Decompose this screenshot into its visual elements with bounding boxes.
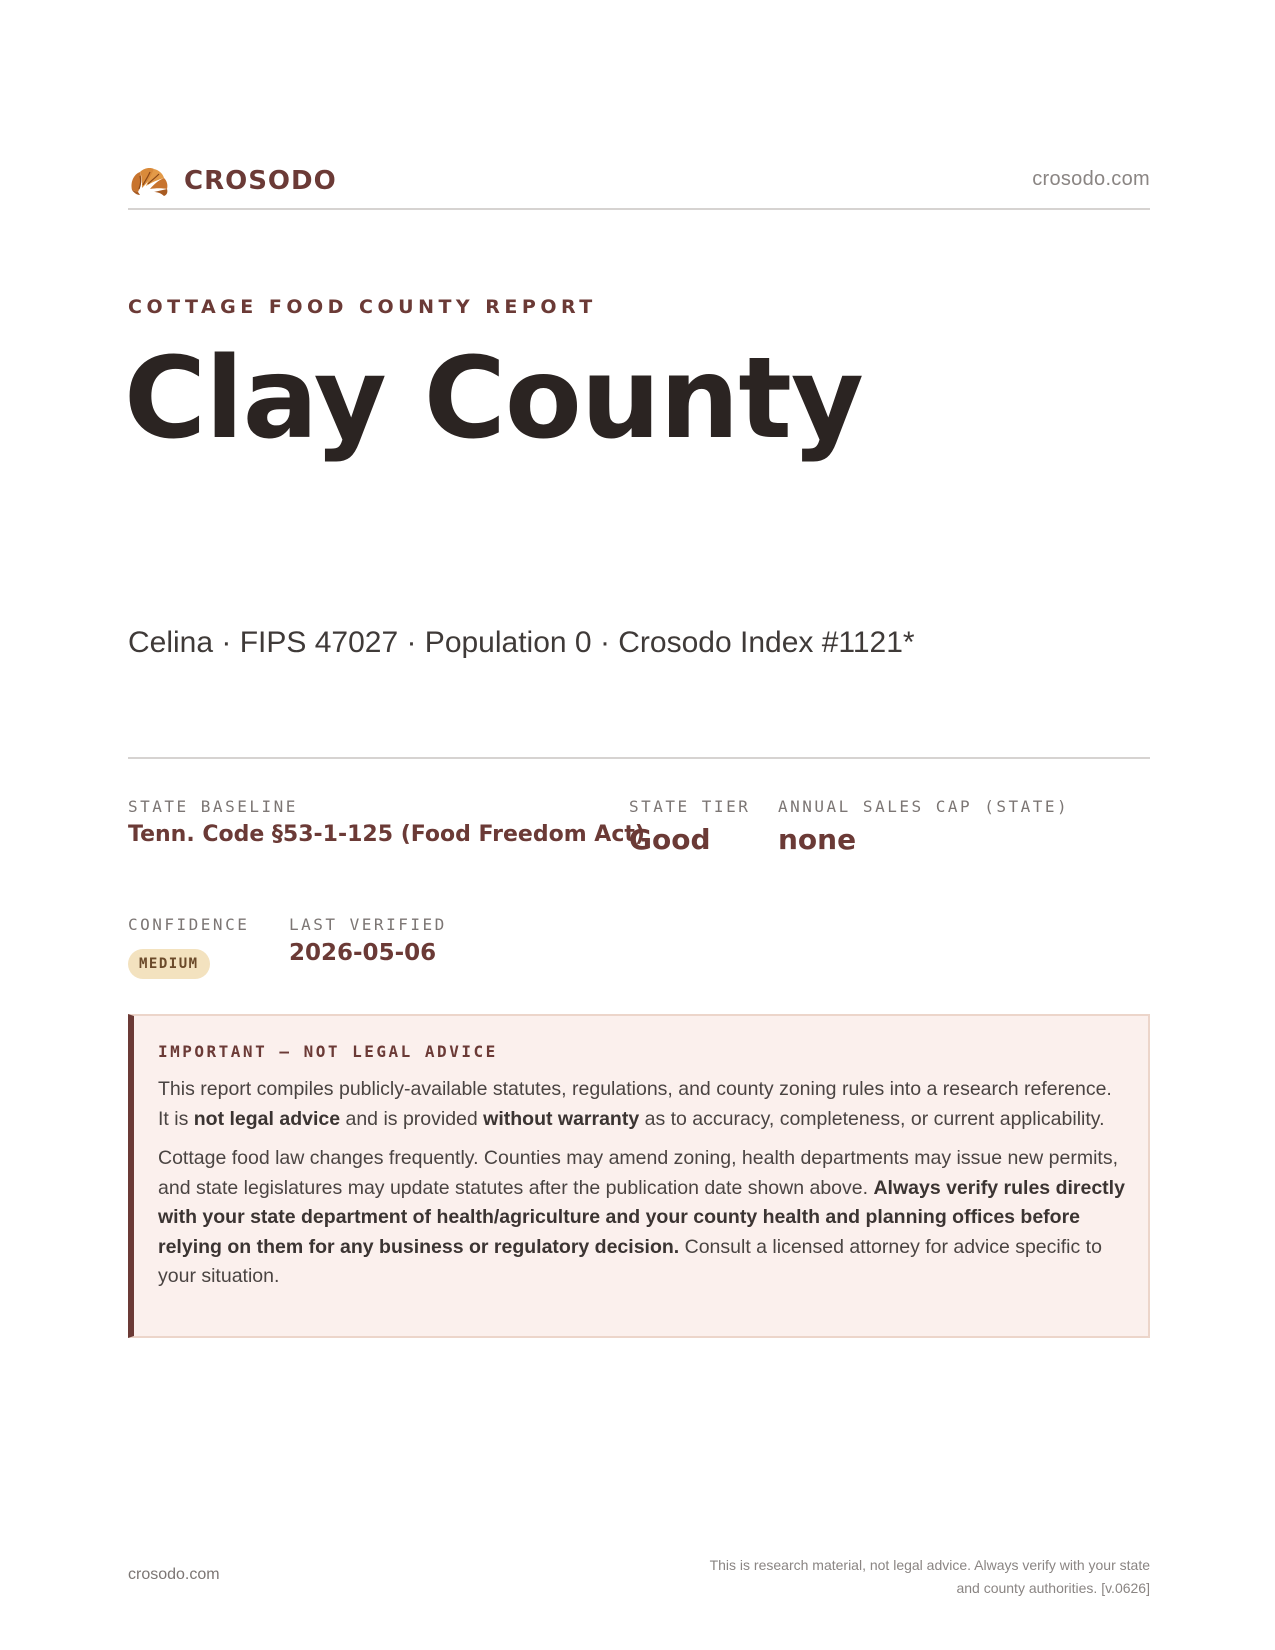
footer-disclaimer [590,1554,1150,1600]
notice-text: Cottage food law changes frequently. Counties may amend zoning, health departments may issue new permits, and state legislatures may update statutes after the publication date shown above. [158,1147,1118,1199]
notice-text: and is provided [340,1107,484,1130]
notice-paragraph-1 [158,1075,1126,1134]
page-header [128,158,1150,210]
report-kicker: COTTAGE FOOD COUNTY REPORT [128,296,597,318]
county-meta-line: Celina · FIPS 47027 · Population 0 · Crosodo Index #1121* [128,626,915,659]
notice-text: This report compiles publicly-available statutes, regulations, and county zoning rules into a research reference. It is [158,1078,1112,1130]
last-verified-label: LAST VERIFIED [289,915,447,934]
state-baseline-value: Tenn. Code §53-1-125 (Food Freedom Act) [128,822,645,847]
croissant-icon [128,162,170,200]
section-divider [128,757,1150,759]
sales-cap-value: none [778,823,857,856]
notice-title: IMPORTANT — NOT LEGAL ADVICE [158,1042,498,1061]
notice-emphasis: Always verify rules directly with your state department of health/agriculture and your county health and planning offices before relying on them for any business or regulatory decision. [158,1176,1125,1258]
sales-cap-label: ANNUAL SALES CAP (STATE) [778,797,1070,816]
footer-disclaimer-line-1: This is research material, not legal advice. Always verify with your state [709,1557,1150,1573]
state-baseline-label: STATE BASELINE [128,797,298,816]
site-url-link[interactable]: crosodo.com [1032,168,1150,190]
state-tier-value: Good [629,823,711,856]
notice-text: as to accuracy, completeness, or current applicability. [639,1107,1105,1130]
last-verified-value: 2026-05-06 [289,940,437,966]
state-tier-label: STATE TIER [629,797,751,816]
footer-disclaimer-line-2: and county authorities. [v.0626] [956,1580,1150,1596]
brand-name: CROSODO [184,166,337,196]
footer-site-url[interactable]: crosodo.com [128,1566,220,1583]
page-title: Clay County [124,334,863,464]
report-page [124,0,1150,1650]
legal-notice [128,1014,1150,1338]
notice-paragraph-2 [158,1144,1126,1292]
confidence-badge: MEDIUM [128,949,210,979]
notice-text: Consult a licensed attorney for advice specific to your situation. [158,1235,1102,1287]
notice-emphasis: without warranty [483,1107,640,1130]
notice-emphasis: not legal advice [193,1107,341,1130]
confidence-label: CONFIDENCE [128,915,250,934]
brand[interactable] [128,162,337,200]
